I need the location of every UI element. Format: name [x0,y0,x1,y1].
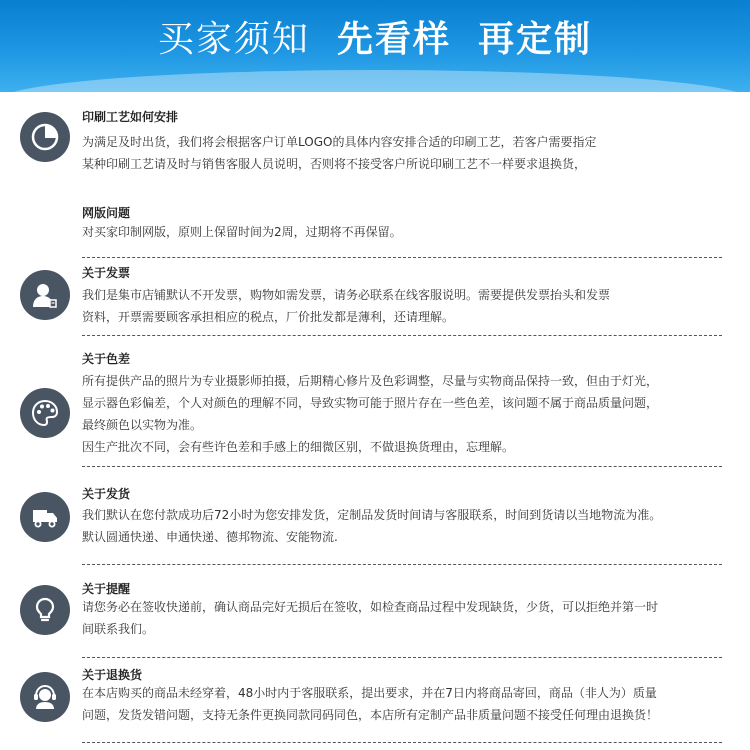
header-banner [0,0,750,92]
section-heading: 网版问题 [82,206,131,220]
section-heading: 关于发货 [82,487,131,501]
section-line: 问题，发货发错问题，支持无条件更换同款同码同色，本店所有定制产品非质量问题不接受任何理由退换货！ [82,708,659,722]
section-divider [82,657,722,658]
section-line: 最终颜色以实物为准。 [82,418,203,432]
section-body [82,682,722,726]
customer-service-icon [20,672,70,722]
section-line: 因生产批次不同，会有些许色差和手感上的细微区别，不做退换货理由，忘理解。 [82,440,515,454]
section-body [82,596,722,640]
palette-icon [20,388,70,438]
section-divider [82,742,722,743]
banner-title [0,10,750,70]
section-body [82,284,722,328]
section-line: 显示器色彩偏差，个人对颜色的理解不同，导致实物可能于照片存在一些色差，该问题不属于商品质量问题， [82,396,659,410]
section-heading: 关于发票 [82,266,131,280]
section-line: 对买家印制网版，原则上保留时间为2周，过期将不再保留。 [82,225,402,239]
section-divider [82,335,722,336]
section-body [82,221,722,243]
banner-title-part3: 再定制 [478,19,593,60]
user-invoice-icon [20,270,70,320]
section-body [82,504,722,548]
banner-title-part2: 先看样 [336,19,451,60]
section-body [82,370,722,458]
pie-chart-icon [20,112,70,162]
section-heading: 关于提醒 [82,582,131,596]
section-line: 我们是集市店铺默认不开发票，购物如需发票，请务必联系在线客服说明。需要提供发票抬头和发票 [82,288,611,302]
banner-title-part1: 买家须知 [157,19,310,60]
section-line: 为满足及时出货，我们将会根据客户订单LOGO的具体内容安排合适的印刷工艺，若客户需要指定 [82,135,597,149]
section-line: 某种印刷工艺请及时与销售客服人员说明，否则将不接受客户所说印刷工艺不一样要求退换货， [82,157,587,171]
banner-wave [0,70,750,92]
section-heading: 关于退换货 [82,668,143,682]
section-divider [82,466,722,467]
lightbulb-icon [20,585,70,635]
truck-icon [20,492,70,542]
section-body [82,131,722,175]
section-line: 间联系我们。 [82,622,155,636]
section-heading: 印刷工艺如何安排 [82,110,179,124]
section-divider [82,564,722,565]
section-line: 请您务必在签收快递前，确认商品完好无损后在签收，如检查商品过程中发现缺货，少货，可以拒绝并第一时 [82,600,659,614]
section-heading: 关于色差 [82,352,131,366]
section-line: 我们默认在您付款成功后72小时为您安排发货，定制品发货时间请与客服联系，时间到货请以当地物流为准。 [82,508,662,522]
section-line: 默认圆通快递、申通快递、德邦物流、安能物流. [82,530,338,544]
section-line: 资料，开票需要顾客承担相应的税点，厂价批发都是薄利，还请理解。 [82,310,455,324]
section-divider [82,257,722,258]
section-line: 所有提供产品的照片为专业摄影师拍摄，后期精心修片及色彩调整，尽量与实物商品保持一致，但由于灯光， [82,374,659,388]
section-line: 在本店购买的商品未经穿着，48小时内于客服联系，提出要求，并在7日内将商品寄回，商品（非人为）质量 [82,686,657,700]
